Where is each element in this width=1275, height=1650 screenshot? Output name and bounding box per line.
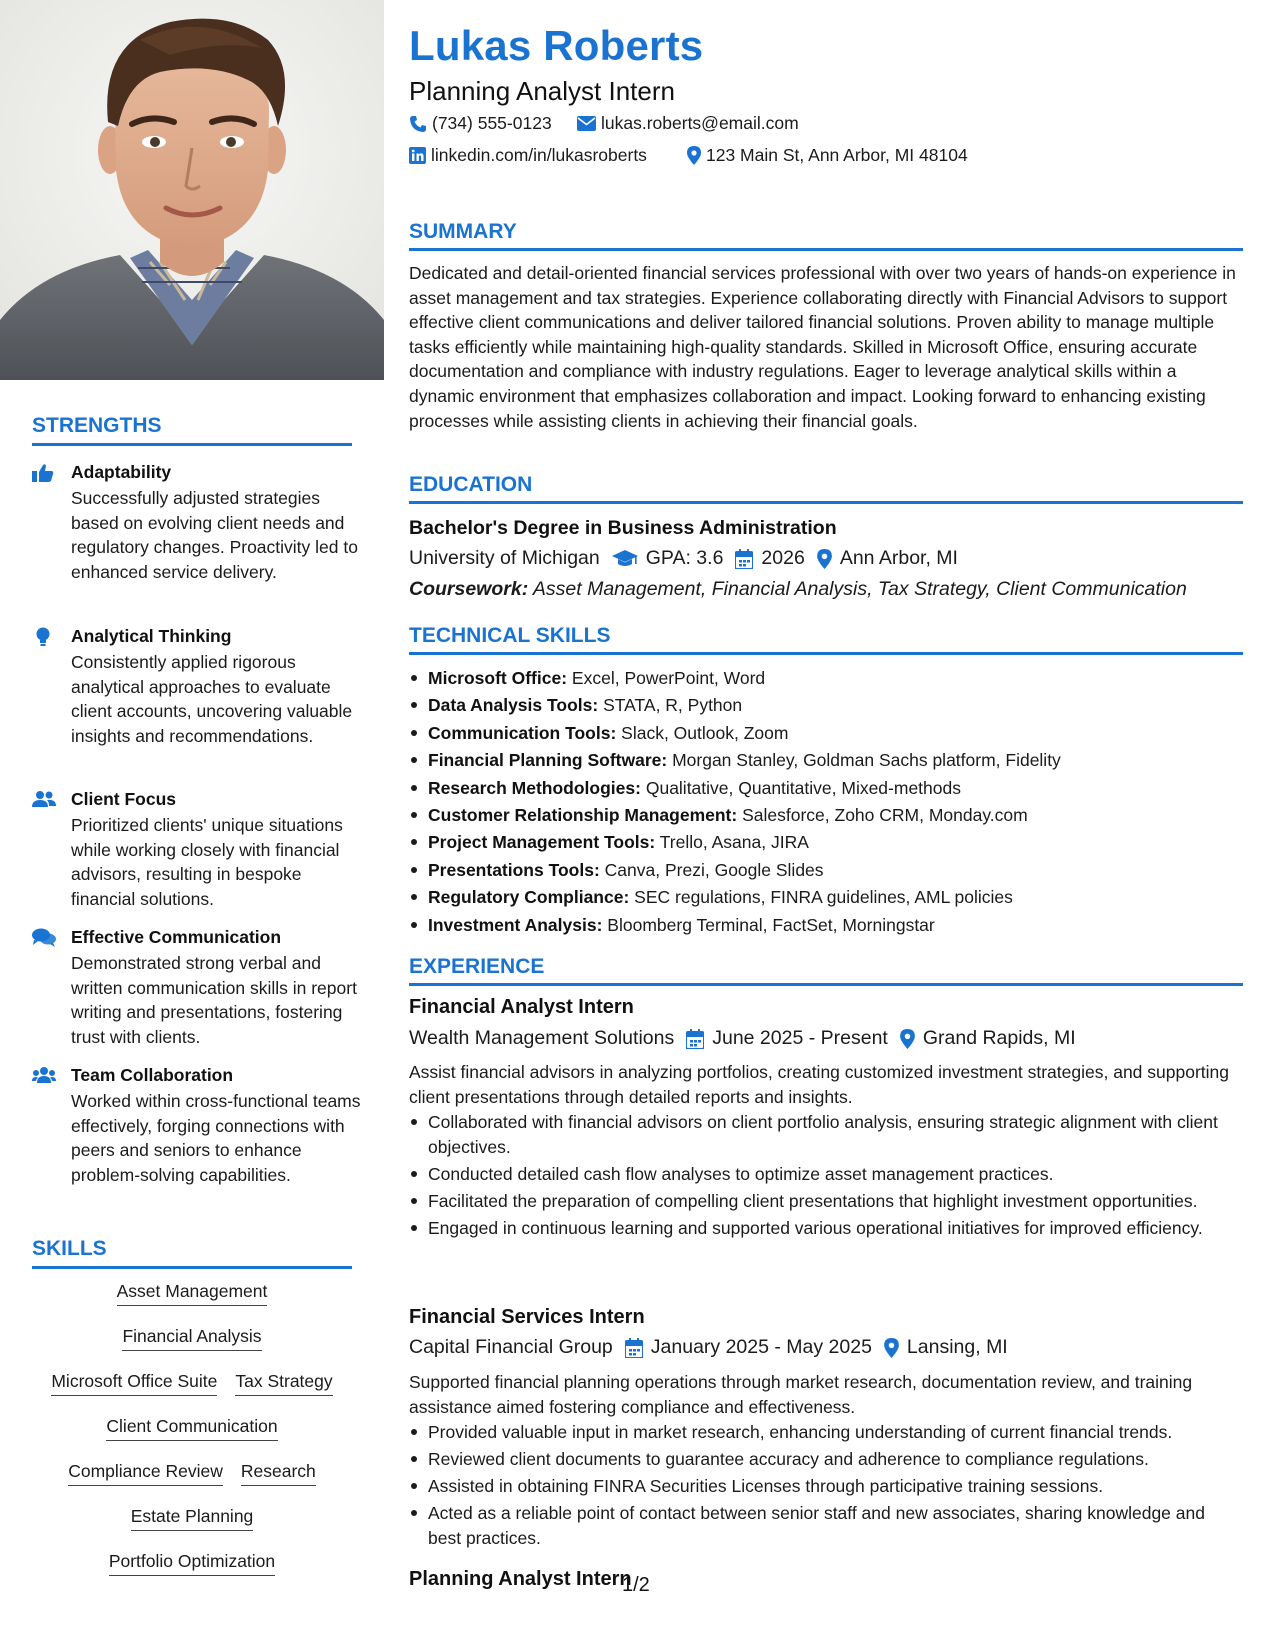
list-item: Facilitated the preparation of compelling client presentations that highlight investment opportunities. xyxy=(409,1189,1239,1214)
list-item xyxy=(409,776,1239,803)
skills-cloud xyxy=(32,1279,352,1594)
list-item xyxy=(409,885,1239,912)
list-item: Provided valuable input in market research, enhancing understanding of current financial trends. xyxy=(409,1420,1239,1445)
skill-tag: Research xyxy=(241,1459,316,1486)
tech-skill-value: Bloomberg Terminal, FactSet, Morningstar xyxy=(607,914,935,935)
list-item: Assisted in obtaining FINRA Securities Licenses through participative training sessions. xyxy=(409,1474,1239,1499)
job-meta xyxy=(409,1336,1008,1359)
experience-title: EXPERIENCE xyxy=(409,955,1243,986)
strength-title: Effective Communication xyxy=(71,927,282,947)
job-meta xyxy=(409,1027,1076,1050)
skill-row xyxy=(32,1369,352,1414)
job-dates: June 2025 - Present xyxy=(712,1027,888,1049)
profile-photo-illustration xyxy=(0,0,384,380)
skill-row xyxy=(32,1504,352,1549)
coursework-list: Asset Management, Financial Analysis, Tax Strategy, Client Communication xyxy=(532,578,1187,600)
skill-tag: Asset Management xyxy=(117,1279,268,1306)
education-title: EDUCATION xyxy=(409,473,1243,504)
skills-title: SKILLS xyxy=(32,1237,352,1269)
list-item: Acted as a reliable point of contact between senior staff and new associates, sharing knowledge and best practices. xyxy=(409,1501,1239,1550)
tech-skill-label: Investment Analysis: xyxy=(428,914,603,935)
list-item xyxy=(409,913,1239,940)
job-location: Lansing, MI xyxy=(906,1336,1008,1358)
tech-skill-value: Qualitative, Quantitative, Mixed-methods xyxy=(645,777,961,798)
job-bullets xyxy=(409,1110,1239,1243)
skill-tag: Financial Analysis xyxy=(122,1324,261,1351)
skill-row xyxy=(32,1279,352,1324)
job-title: Financial Services Intern xyxy=(409,1306,645,1328)
education-degree: Bachelor's Degree in Business Administration xyxy=(409,517,837,539)
list-item: Engaged in continuous learning and supported various operational initiatives for improved efficiency. xyxy=(409,1216,1239,1241)
education-meta xyxy=(409,547,958,570)
tech-skill-label: Presentations Tools: xyxy=(428,859,600,880)
phone-text: (734) 555-0123 xyxy=(432,113,552,133)
list-item: Reviewed client documents to guarantee accuracy and adherence to compliance regulations. xyxy=(409,1447,1239,1472)
comments-icon xyxy=(32,928,56,948)
list-item xyxy=(409,721,1239,748)
job-bullets xyxy=(409,1420,1239,1553)
contact-linkedin[interactable] xyxy=(409,145,647,166)
strength-title: Adaptability xyxy=(71,462,172,482)
strength-text: Prioritized clients' unique situations while working closely with financial advisors, resulting in bespoke financial solutions. xyxy=(71,815,343,909)
candidate-name: Lukas Roberts xyxy=(409,22,704,69)
job-title: Planning Analyst Intern xyxy=(409,1568,632,1590)
job-description: Assist financial advisors in analyzing portfolios, creating customized investment strategies, and supporting client presentations through detailed reports and insights. xyxy=(409,1062,1229,1107)
job-company: Wealth Management Solutions xyxy=(409,1027,675,1049)
list-item: Collaborated with financial advisors on client portfolio analysis, ensuring strategic alignment with client objectives. xyxy=(409,1110,1239,1159)
summary-title: SUMMARY xyxy=(409,220,1243,251)
skill-tag: Compliance Review xyxy=(68,1459,223,1486)
skill-row xyxy=(32,1459,352,1504)
left-column xyxy=(0,0,384,1650)
tech-skill-label: Data Analysis Tools: xyxy=(428,695,599,716)
list-item xyxy=(409,830,1239,857)
calendar-icon xyxy=(625,1338,643,1358)
strength-text: Worked within cross-functional teams effectively, forging connections with peers and seniors to enhance problem-solving capabilities. xyxy=(71,1091,361,1185)
education-year: 2026 xyxy=(761,547,805,569)
tech-skill-label: Financial Planning Software: xyxy=(428,750,668,771)
skill-tag: Tax Strategy xyxy=(235,1369,332,1396)
tech-skill-value: STATA, R, Python xyxy=(603,695,743,716)
map-pin-icon xyxy=(687,146,701,165)
technical-skills-title: TECHNICAL SKILLS xyxy=(409,624,1243,655)
envelope-icon xyxy=(577,116,596,131)
tech-skill-label: Regulatory Compliance: xyxy=(428,887,630,908)
education-coursework xyxy=(409,578,1187,601)
page-number: 1/2 xyxy=(622,1574,650,1596)
strength-title: Analytical Thinking xyxy=(71,626,232,646)
candidate-role: Planning Analyst Intern xyxy=(409,76,675,106)
contact-phone xyxy=(409,113,552,134)
tech-skill-value: Morgan Stanley, Goldman Sachs platform, Fidelity xyxy=(672,750,1061,771)
email-link[interactable]: lukas.roberts@email.com xyxy=(601,113,799,133)
linkedin-link[interactable]: linkedin.com/in/lukasroberts xyxy=(431,145,647,165)
tech-skill-value: Trello, Asana, JIRA xyxy=(659,832,809,853)
tech-skill-label: Microsoft Office: xyxy=(428,668,568,688)
profile-photo xyxy=(0,0,384,380)
map-pin-icon xyxy=(884,1338,899,1358)
job-description: Supported financial planning operations through market research, documentation review, and training assistance aimed fostering compliance and effectiveness. xyxy=(409,1372,1193,1417)
calendar-icon xyxy=(735,549,753,569)
tech-skill-value: Canva, Prezi, Google Slides xyxy=(604,859,824,880)
skill-tag: Estate Planning xyxy=(131,1504,254,1531)
education-location: Ann Arbor, MI xyxy=(839,547,958,569)
list-item xyxy=(409,858,1239,885)
list-item xyxy=(409,666,1239,693)
job-dates: January 2025 - May 2025 xyxy=(650,1336,872,1358)
list-item xyxy=(409,748,1239,775)
skill-tag: Client Communication xyxy=(106,1414,277,1441)
skill-row xyxy=(32,1414,352,1459)
skill-tag: Portfolio Optimization xyxy=(109,1549,275,1576)
tech-skill-value: Salesforce, Zoho CRM, Monday.com xyxy=(742,804,1028,825)
education-school: University of Michigan xyxy=(409,547,600,569)
list-item xyxy=(409,803,1239,830)
coursework-label: Coursework: xyxy=(409,578,529,600)
linkedin-icon xyxy=(409,147,426,164)
tech-skill-label: Customer Relationship Management: xyxy=(428,804,738,825)
strength-text: Successfully adjusted strategies based on evolving client needs and regulatory changes. Proactivity led to enhanced service delivery. xyxy=(71,488,358,582)
education-gpa: GPA: 3.6 xyxy=(645,547,724,569)
skill-row xyxy=(32,1324,352,1369)
tech-skill-value: SEC regulations, FINRA guidelines, AML policies xyxy=(634,887,1013,908)
list-item: Conducted detailed cash flow analyses to optimize asset management practices. xyxy=(409,1162,1239,1187)
contact-address xyxy=(687,145,968,166)
strength-title: Team Collaboration xyxy=(71,1065,234,1085)
skill-row xyxy=(32,1549,352,1594)
strengths-title: STRENGTHS xyxy=(32,414,352,446)
calendar-icon xyxy=(686,1029,704,1049)
list-item xyxy=(409,693,1239,720)
tech-skill-label: Project Management Tools: xyxy=(428,832,656,853)
user-pair-icon xyxy=(32,790,56,810)
users-group-icon xyxy=(32,1066,56,1086)
phone-icon xyxy=(409,115,427,133)
map-pin-icon xyxy=(817,549,832,569)
tech-skill-label: Communication Tools: xyxy=(428,722,617,743)
strength-text: Demonstrated strong verbal and written communication skills in report writing and presentations, fostering trust with clients. xyxy=(71,953,357,1047)
job-location: Grand Rapids, MI xyxy=(922,1027,1076,1049)
job-title: Financial Analyst Intern xyxy=(409,996,634,1018)
summary-text: Dedicated and detail-oriented financial services professional with over two years of hands-on experience in asset management and tax strategies. Experience collaborating directly with Financial Advisors to support effective client communications and deliver tailored financial solutions. Proven ability to manage multiple tasks efficiently while maintaining high-quality standards. Skilled in Microsoft Office, ensuring accurate documentation and compliance with industry regulations. Eager to leverage analytical skills within a dynamic environment that emphasizes collaboration and impact. Looking forward to enhancing existing processes while assisting clients in achieving their financial goals. xyxy=(409,263,1236,431)
lightbulb-icon xyxy=(32,627,56,647)
address-text: 123 Main St, Ann Arbor, MI 48104 xyxy=(706,145,968,165)
tech-skill-value: Excel, PowerPoint, Word xyxy=(571,668,766,688)
strength-text: Consistently applied rigorous analytical approaches to evaluate client accounts, uncovering valuable insights and recommendations. xyxy=(71,652,353,746)
job-company: Capital Financial Group xyxy=(409,1336,613,1358)
graduation-cap-icon xyxy=(612,550,638,568)
thumbs-up-icon xyxy=(32,463,56,483)
map-pin-icon xyxy=(900,1029,915,1049)
contact-email[interactable] xyxy=(577,113,799,134)
technical-skills-list xyxy=(409,666,1239,940)
tech-skill-label: Research Methodologies: xyxy=(428,777,641,798)
tech-skill-value: Slack, Outlook, Zoom xyxy=(621,722,789,743)
skill-tag: Microsoft Office Suite xyxy=(51,1369,217,1396)
strength-title: Client Focus xyxy=(71,789,177,809)
